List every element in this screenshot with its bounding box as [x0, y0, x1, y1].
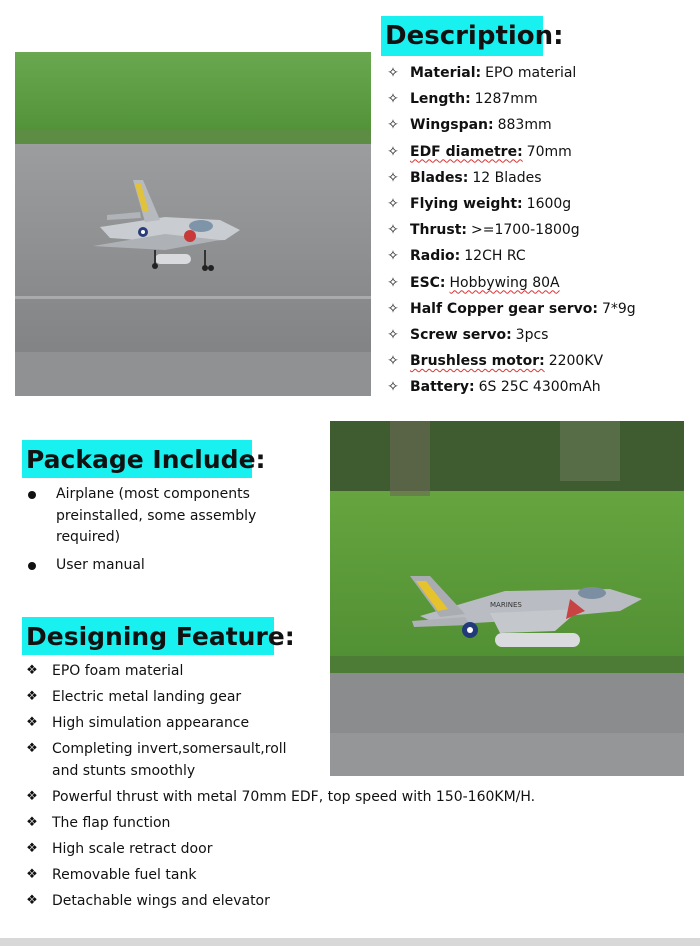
four-diamond-icon: ❖ — [26, 815, 38, 830]
four-diamond-icon: ❖ — [26, 715, 38, 730]
feature-item — [24, 738, 584, 782]
filled-circle-icon — [28, 491, 36, 499]
four-pointed-star-icon: ✧ — [387, 65, 399, 82]
spec-value: >=1700-1800g — [471, 222, 580, 239]
feature-item — [24, 686, 584, 708]
four-pointed-star-icon: ✧ — [387, 300, 399, 317]
feature-item — [24, 838, 584, 860]
spec-value: 2200KV — [548, 353, 604, 370]
feature-text: Powerful thrust with metal 70mm EDF, top speed with 150-160KM/H. — [52, 789, 536, 805]
page-bottom-divider — [0, 938, 700, 946]
spec-item — [383, 374, 636, 400]
feature-item — [24, 712, 584, 734]
feature-text: High scale retract door — [52, 841, 213, 857]
four-pointed-star-icon: ✧ — [387, 274, 399, 291]
four-pointed-star-icon: ✧ — [387, 248, 399, 265]
spec-item — [383, 348, 636, 374]
spec-item — [383, 112, 636, 138]
spec-list — [383, 60, 636, 400]
four-pointed-star-icon: ✧ — [387, 143, 399, 160]
four-diamond-icon: ❖ — [26, 893, 38, 908]
spec-label: Radio: — [410, 248, 461, 265]
spec-value: 883mm — [497, 117, 552, 134]
spec-item — [383, 60, 636, 86]
spec-item — [383, 191, 636, 217]
spec-value: 1600g — [526, 196, 572, 213]
four-diamond-icon: ❖ — [26, 689, 38, 704]
feature-item — [24, 812, 584, 834]
features-list — [24, 660, 584, 916]
feature-item — [24, 864, 584, 886]
spec-value: EPO material — [485, 65, 577, 82]
spec-label: Battery: — [410, 379, 475, 396]
spec-label: Wingspan: — [410, 117, 494, 134]
four-pointed-star-icon: ✧ — [387, 117, 399, 134]
filled-circle-icon — [28, 562, 36, 570]
spec-value: 12CH RC — [464, 248, 526, 265]
spec-item — [383, 322, 636, 348]
spec-value: 3pcs — [515, 326, 549, 343]
spec-item — [383, 296, 636, 322]
spec-item — [383, 139, 636, 165]
four-diamond-icon: ❖ — [26, 789, 38, 804]
features-heading: Designing Feature: — [22, 617, 274, 655]
spec-label: Blades: — [410, 169, 469, 186]
aircraft-runway-photo — [15, 52, 371, 396]
feature-text: Removable fuel tank — [52, 867, 197, 883]
feature-text: EPO foam material — [52, 663, 184, 679]
spec-item — [383, 86, 636, 112]
spec-item — [383, 217, 636, 243]
spec-label: Length: — [410, 91, 471, 108]
four-diamond-icon: ❖ — [26, 741, 38, 756]
spec-item — [383, 165, 636, 191]
four-pointed-star-icon: ✧ — [387, 379, 399, 396]
package-item-text: User manual — [56, 556, 145, 573]
feature-item — [24, 890, 584, 912]
package-item — [24, 555, 294, 577]
spec-label: Flying weight: — [410, 196, 523, 213]
spec-item — [383, 243, 636, 269]
package-list — [24, 484, 294, 582]
four-pointed-star-icon: ✧ — [387, 169, 399, 186]
description-heading: Description: — [381, 16, 543, 56]
spec-item — [383, 270, 636, 296]
spec-label: Brushless motor: — [410, 353, 545, 370]
spec-value: 6S 25C 4300mAh — [478, 379, 601, 396]
aircraft-runway-image — [15, 52, 371, 396]
four-diamond-icon: ❖ — [26, 841, 38, 856]
feature-text: High simulation appearance — [52, 715, 250, 731]
feature-item — [24, 660, 584, 682]
four-diamond-icon: ❖ — [26, 867, 38, 882]
four-pointed-star-icon: ✧ — [387, 222, 399, 239]
package-item — [24, 484, 294, 549]
feature-text: Completing invert,somersault,roll and stunts smoothly — [52, 741, 287, 779]
four-pointed-star-icon: ✧ — [387, 196, 399, 213]
spec-value: 12 Blades — [472, 169, 542, 186]
aircraft-marking: MARINES — [490, 601, 522, 609]
feature-item — [24, 786, 584, 808]
package-item-text: Airplane (most components preinstalled, some assembly required) — [56, 486, 257, 545]
spec-value: Hobbywing 80A — [449, 274, 560, 291]
four-pointed-star-icon: ✧ — [387, 91, 399, 108]
spec-label: Thrust: — [410, 222, 468, 239]
feature-text: Detachable wings and elevator — [52, 893, 270, 909]
package-heading: Package Include: — [22, 440, 252, 478]
four-diamond-icon: ❖ — [26, 663, 38, 678]
spec-label: Half Copper gear servo: — [410, 300, 598, 317]
spec-label: Screw servo: — [410, 326, 512, 343]
spec-label: EDF diametre: — [410, 143, 523, 160]
feature-text: Electric metal landing gear — [52, 689, 242, 705]
spec-value: 70mm — [526, 143, 572, 160]
spec-label: ESC: — [410, 274, 446, 291]
spec-value: 1287mm — [474, 91, 538, 108]
four-pointed-star-icon: ✧ — [387, 353, 399, 370]
feature-text: The flap function — [52, 815, 171, 831]
spec-value: 7*9g — [601, 300, 636, 317]
spec-label: Material: — [410, 65, 482, 82]
four-pointed-star-icon: ✧ — [387, 326, 399, 343]
